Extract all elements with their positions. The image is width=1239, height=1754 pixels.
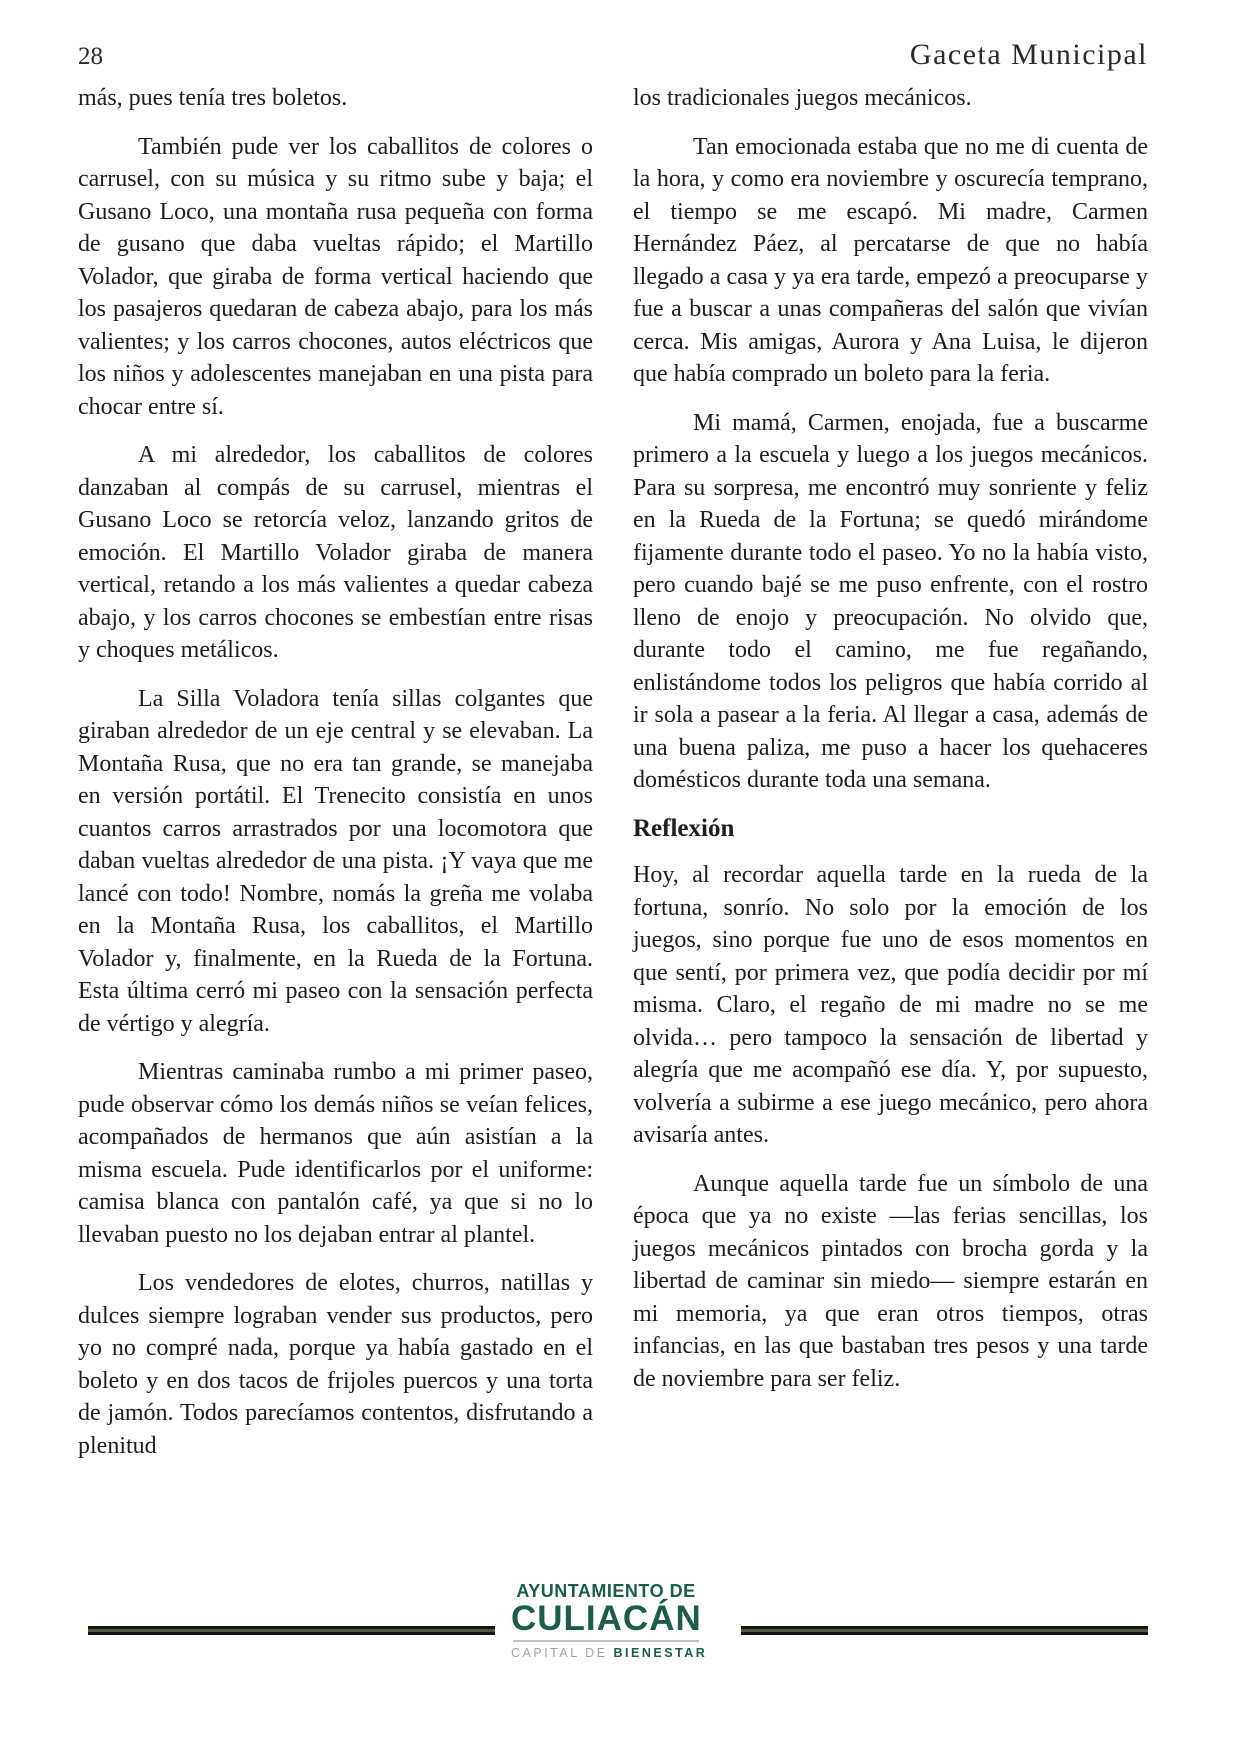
paragraph: Mientras caminaba rumbo a mi primer paseo, pude observar cómo los demás niños se veían felices, acompañados de hermanos que aún asistían a la misma escuela. Pude identificarlos por el uniforme: camisa blanca con pantalón café, ya que si no lo llevaban puesto no los dejaban entrar al plantel. xyxy=(78,1059,593,1248)
paragraph: También pude ver los caballitos de colores o carrusel, con su música y su ritmo sube y baja; el Gusano Loco, una montaña rusa pequeña con forma de gusano que daba vueltas rápido; el Martillo Volador, que giraba de forma vertical haciendo que los pasajeros quedaran de cabeza abajo, para los más valientes; y los carros chocones, autos eléctricos que los niños y adolescentes manejaban en una pista para chocar entre sí. xyxy=(78,133,593,420)
publication-title: Gaceta Municipal xyxy=(909,38,1148,71)
logo-line-culiacan: CULIACÁN xyxy=(511,1599,702,1638)
section-heading: Reflexión xyxy=(633,814,735,842)
paragraph: más, pues tenía tres boletos. xyxy=(78,85,348,111)
paragraph: La Silla Voladora tenía sillas colgantes que giraban alrededor de un eje central y se elevaban. La Montaña Rusa, que no era tan grande, se manejaba en versión portátil. El Trenecito consistía en unos cuantos carros arrastrados por una locomotora que daban vueltas alrededor de una pista. ¡Y vaya que me lancé con todo! Nombre, nomás la greña me volaba en la Montaña Rusa, los caballitos, el Martillo Volador y, finalmente, en la Rueda de la Fortuna. Esta última cerró mi paseo con la sensación perfecta de vértigo y alegría. xyxy=(78,685,593,1037)
logo-tagline-capital-de: CAPITAL DE xyxy=(511,1646,614,1660)
paragraph: Tan emocionada estaba que no me di cuenta de la hora, y como era noviembre y oscurecía temprano, el tiempo se me escapó. Mi madre, Carmen Hernández Páez, al percatarse de que no había llegado a casa y ya era tarde, empezó a preocuparse y fue a buscar a unas compañeras del salón que vivían cerca. Mis amigas, Aurora y Ana Luisa, le dijeron que había comprado un boleto para la feria. xyxy=(633,133,1148,387)
page-footer xyxy=(88,1582,1148,1660)
right-column xyxy=(633,82,1148,1478)
logo-divider xyxy=(513,1640,699,1642)
page-number: 28 xyxy=(78,43,103,70)
paragraph: Hoy, al recordar aquella tarde en la rueda de la fortuna, sonrío. No solo por la emoción de los juegos, sino porque fue uno de esos momentos en que sentí, por primera vez, que podía decidir por mí misma. Claro, el regaño de mi madre no se me olvida… pero tampoco la sensación de libertad y alegría que me acompañó ese día. Y, por supuesto, volvería a subirme a ese juego mecánico, pero ahora avisaría antes. xyxy=(633,862,1148,1148)
paragraph: Los vendedores de elotes, churros, natillas y dulces siempre lograban vender sus productos, pero yo no compré nada, porque ya había gastado en el boleto y en dos tacos de frijoles puercos y una torta de jamón. Todos parecíamos contentos, disfrutando a plenitud xyxy=(78,1270,593,1459)
page-header xyxy=(78,38,1148,72)
logo-tagline-bienestar: BIENESTAR xyxy=(613,1646,708,1660)
paragraph: los tradicionales juegos mecánicos. xyxy=(633,85,972,111)
footer-rule-right xyxy=(741,1626,1148,1635)
left-column xyxy=(78,82,593,1478)
paragraph: Mi mamá, Carmen, enojada, fue a buscarme primero a la escuela y luego a los juegos mecánicos. Para su sorpresa, me encontró muy sonriente y feliz en la Rueda de la Fortuna; se quedó mirándome fijamente durante todo el paseo. Yo no la había visto, pero cuando bajé se me puso enfrente, con el rostro lleno de enojo y preocupación. No olvido que, durante todo el camino, me fue regañando, enlistándome todos los peligros que había corrido al ir sola a pasear a la feria. Al llegar a casa, además de una buena paliza, me puso a hacer los quehaceres domésticos durante toda una semana. xyxy=(633,409,1148,793)
two-column-body xyxy=(78,82,1148,1478)
paragraph: A mi alrededor, los caballitos de colores danzaban al compás de su carrusel, mientras el Gusano Loco se retorcía veloz, lanzando gritos de emoción. El Martillo Volador giraba de manera vertical, retando a los más valientes a quedar cabeza abajo, y los carros chocones se embestían entre risas y choques metálicos. xyxy=(78,442,593,663)
culiacan-logo xyxy=(511,1581,708,1660)
logo-line-ayuntamiento: AYUNTAMIENTO DE xyxy=(516,1581,696,1601)
paragraph: Aunque aquella tarde fue un símbolo de una época que ya no existe —las ferias sencillas, los juegos mecánicos pintados con brocha gorda y la libertad de caminar sin miedo— siempre estarán en mi memoria, ya que eran otros tiempos, otras infancias, en las que bastaban tres pesos y una tarde de noviembre para ser feliz. xyxy=(633,1170,1148,1392)
footer-rule-left xyxy=(88,1626,495,1635)
logo-tagline xyxy=(511,1646,708,1660)
